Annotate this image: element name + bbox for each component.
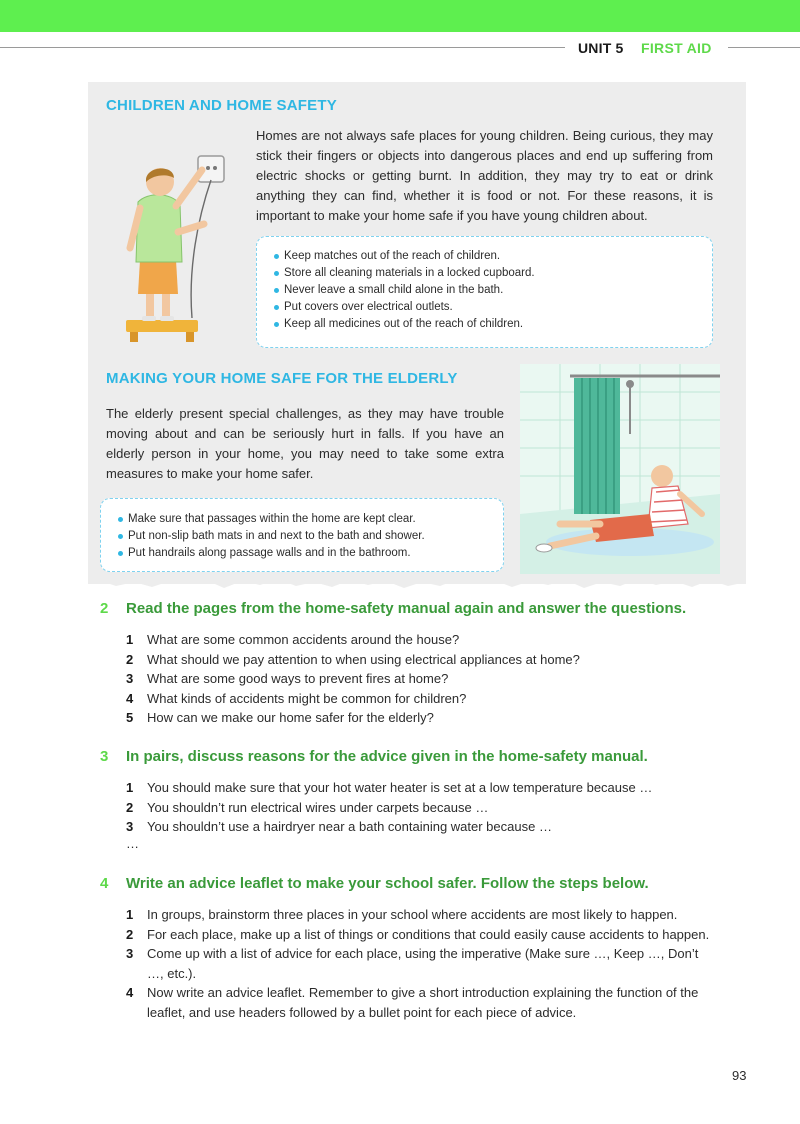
home-safety-manual-panel	[88, 82, 746, 584]
tip-item: Never leave a small child alone in the bath.	[274, 282, 698, 299]
bullet-icon	[274, 271, 279, 276]
sentence-starter-list	[126, 778, 706, 837]
tip-item: Put non-slip bath mats in and next to the bath and shower.	[118, 528, 489, 545]
tip-item: Store all cleaning materials in a locked cupboard.	[274, 265, 698, 282]
list-item: 1 You should make sure that your hot water heater is set at a low temperature because …	[126, 780, 653, 795]
question-list	[126, 630, 706, 728]
task-number: 4	[100, 875, 109, 892]
list-item: 5 How can we make our home safer for the elderly?	[126, 710, 434, 725]
list-item: 2 For each place, make up a list of things or conditions that could easily cause accidents to happen.	[126, 926, 710, 942]
list-item: 4 Now write an advice leaflet. Remember to give a short introduction explaining the function of the leaflet, and use headers followed by a bullet point for each piece of advice.	[126, 985, 699, 1020]
elderly-safety-title: MAKING YOUR HOME SAFE FOR THE ELDERLY	[106, 370, 458, 387]
elderly-safety-tips	[100, 498, 504, 572]
tip-item: Make sure that passages within the home are kept clear.	[118, 511, 489, 528]
tip-item: Keep matches out of the reach of children.	[274, 248, 698, 265]
tip-item: Put handrails along passage walls and in the bathroom.	[118, 545, 489, 562]
unit-topic: FIRST AID	[641, 40, 712, 56]
unit-label: UNIT 5	[578, 40, 624, 56]
tip-item: Keep all medicines out of the reach of children.	[274, 316, 698, 333]
bullet-icon	[274, 254, 279, 259]
list-item: 3 You shouldn’t use a hairdryer near a bath containing water because …	[126, 819, 552, 834]
task-title: In pairs, discuss reasons for the advice given in the home-safety manual.	[126, 748, 648, 765]
bullet-icon	[118, 517, 123, 522]
task-title: Write an advice leaflet to make your school safer. Follow the steps below.	[126, 875, 649, 892]
elderly-safety-paragraph: The elderly present special challenges, as they may have trouble moving about and can be seriously hurt in falls. If you have an elderly person in your home, you may need to take some extra measures to make your home safer.	[106, 406, 504, 481]
task-number: 2	[100, 600, 109, 617]
bullet-icon	[274, 288, 279, 293]
elderly-fall-bathroom-illustration	[520, 364, 720, 574]
task-number: 3	[100, 748, 109, 765]
list-item: 4 What kinds of accidents might be common for children?	[126, 690, 467, 706]
list-item: 2 You shouldn’t run electrical wires under carpets because …	[126, 799, 489, 815]
bullet-icon	[118, 551, 123, 556]
bullet-icon	[274, 322, 279, 327]
children-safety-tips	[256, 236, 713, 348]
top-color-bar	[0, 0, 800, 32]
list-item: 3 What are some good ways to prevent fires at home?	[126, 671, 449, 686]
list-item: 2 What should we pay attention to when using electrical appliances at home?	[126, 651, 580, 667]
page-number: 93	[732, 1068, 747, 1083]
steps-list	[126, 905, 711, 1022]
list-item: 1 In groups, brainstorm three places in your school where accidents are most likely to happen.	[126, 907, 678, 922]
child-at-outlet-illustration	[118, 148, 248, 346]
task-title: Read the pages from the home-safety manual again and answer the questions.	[126, 600, 687, 617]
tip-item: Put covers over electrical outlets.	[274, 299, 698, 316]
header-rule-end	[728, 47, 800, 48]
children-safety-title: CHILDREN AND HOME SAFETY	[106, 97, 337, 114]
torn-paper-edge	[88, 576, 746, 590]
bullet-icon	[274, 305, 279, 310]
bullet-icon	[118, 534, 123, 539]
list-item: 1 What are some common accidents around the house?	[126, 632, 460, 647]
continuation-ellipsis: …	[126, 836, 139, 851]
header-rule	[0, 47, 565, 48]
children-safety-paragraph: Homes are not always safe places for young children. Being curious, they may stick their fingers or objects into dangerous places and end up suffering from electric shocks or getting burnt. In addition, they may try to eat or drink anything they can find, whether it is food or not. For these reasons, it is important to make your home safe if you have young children about.	[256, 128, 713, 223]
list-item: 3 Come up with a list of advice for each place, using the imperative (Make sure …, Keep …, Don’t …, etc.).	[126, 946, 699, 981]
